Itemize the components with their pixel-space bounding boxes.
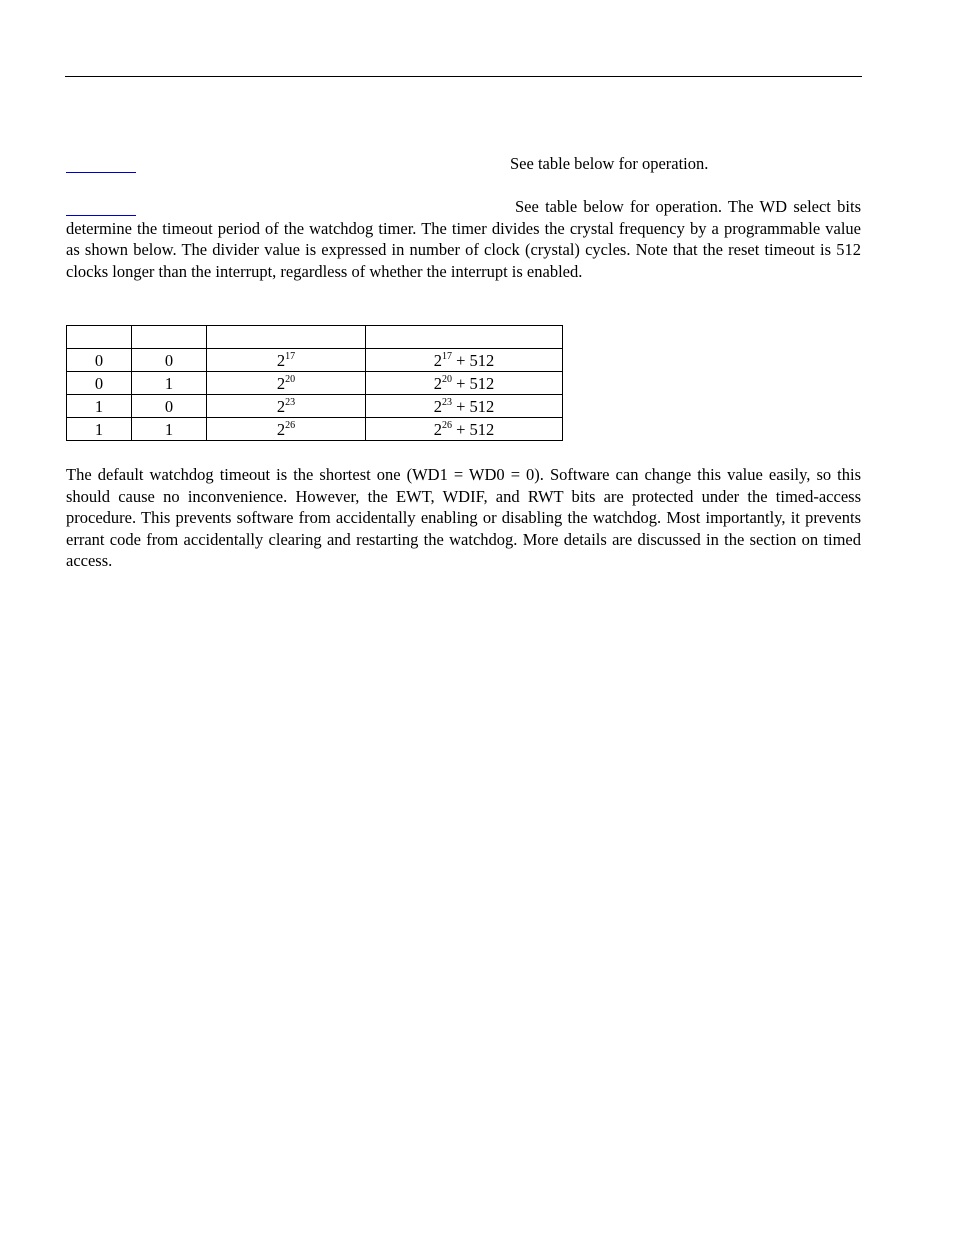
header-cell	[207, 326, 366, 349]
interrupt-timeout-cell: $2^{17}$	[207, 349, 366, 372]
table-header-row	[67, 326, 563, 349]
wd0-cell: 0	[132, 349, 207, 372]
para1-first-line: See table below for operation. The WD select	[515, 197, 831, 216]
default-timeout-paragraph: The default watchdog timeout is the shortest one (WD1 = WD0 = 0). Software can change this value easily, so this should cause no inconvenience. However, the EWT, WDIF, and RWT bits are protected under the timed-access procedure. This prevents software from accidentally enabling or disabling the watchdog. Most importantly, it prevents errant code from accidentally clearing and restarting the watchdog. More details are discussed in the section on timed access.	[66, 465, 861, 570]
header-cell	[67, 326, 132, 349]
reset-timeout-cell: $2^{23} + 512$	[366, 395, 563, 418]
reset-timeout-cell: $2^{17} + 512$	[366, 349, 563, 372]
wd0-cell: 1	[132, 418, 207, 441]
wd1-cell: 0	[67, 349, 132, 372]
header-rule	[65, 76, 862, 77]
table-row	[67, 418, 563, 441]
header-cell	[366, 326, 563, 349]
table-row	[67, 349, 563, 372]
interrupt-timeout-cell: $2^{20}$	[207, 372, 366, 395]
wd1-cell: 0	[67, 372, 132, 395]
para1-body: bits determine the timeout period of the watchdog timer. The timer divides the crystal frequency by a programmable value as shown below. The divider value is expressed in number of clock (crystal) cycles. Note that the reset timeout is 512 clocks longer than the interrupt, regardless of whether the interrupt is enabled.	[66, 197, 862, 281]
operation-note: See table below for operation.	[510, 154, 709, 173]
wd-select-paragraph	[66, 196, 861, 282]
wd0-cell: 0	[132, 395, 207, 418]
wd0-cell: 1	[132, 372, 207, 395]
wd1-cell: 1	[67, 395, 132, 418]
watchdog-timeout-table	[66, 325, 563, 441]
table-row	[67, 372, 563, 395]
reset-timeout-cell: $2^{20} + 512$	[366, 372, 563, 395]
reset-timeout-cell: $2^{26} + 512$	[366, 418, 563, 441]
header-cell	[132, 326, 207, 349]
interrupt-timeout-cell: $2^{23}$	[207, 395, 366, 418]
link-underline-1[interactable]	[66, 172, 136, 173]
table-row	[67, 395, 563, 418]
interrupt-timeout-cell: $2^{26}$	[207, 418, 366, 441]
wd1-cell: 1	[67, 418, 132, 441]
